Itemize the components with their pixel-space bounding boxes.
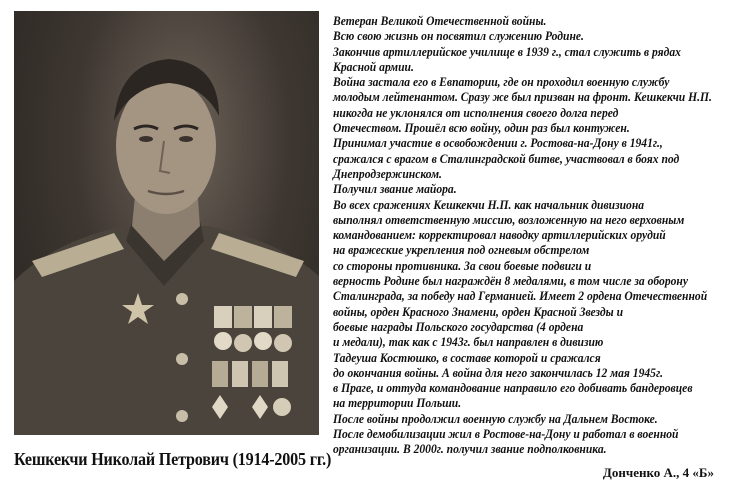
portrait-drawing: [14, 11, 319, 435]
bio-line: до окончания войны. А война для него закончилась 12 мая 1945г.: [333, 365, 663, 380]
bio-line: на вражеские укрепления под огневым обстрелом: [333, 243, 590, 258]
author-credit: Донченко А., 4 «Б»: [602, 465, 714, 480]
bio-line: После войны продолжил военную службу на Дальнем Востоке.: [333, 411, 658, 426]
bio-line: Получил звание майора.: [333, 182, 457, 197]
bio-line: боевые награды Польского государства (4 ордена: [333, 319, 584, 334]
bio-line: Война застала его в Евпатории, где он проходил военную службу: [333, 75, 670, 90]
bio-line: со стороны противника. За свои боевые подвиги и: [333, 258, 592, 273]
bio-line: Красной армии.: [333, 59, 414, 74]
bio-line: Тадеуша Костюшко, в составе которой и сражался: [333, 350, 601, 365]
bio-line: Всю свою жизнь он посвятил служению Родине.: [333, 29, 584, 44]
bio-line: Отечеством. Прошёл всю войну, один раз был контужен.: [333, 121, 630, 136]
bio-line: После демобилизации жил в Ростове-на-Дону и работал в военной: [333, 427, 679, 442]
bio-line: Днепродзержинском.: [333, 166, 442, 181]
bio-line: Закончив артиллерийское училище в 1939 г., стал служить в рядах: [333, 44, 681, 59]
bio-line: молодым лейтенантом. Сразу же был призван на фронт. Кешкекчи Н.П.: [333, 90, 712, 105]
portrait-caption: Кешкекчи Николай Петрович (1914-2005 гг.): [14, 449, 332, 469]
bio-line: Ветеран Великой Отечественной войны.: [333, 14, 547, 28]
bio-line: верность Родине был награждён 8 медалями, в том числе за оборону: [333, 274, 688, 289]
bio-line: сражался с врагом в Сталинградской битве, участвовал в боях под: [333, 151, 680, 166]
bio-line: войны, орден Красного Знамени, орден Красной Звезды и: [333, 304, 624, 319]
bio-line: организации. В 2000г. получил звание подполковника.: [333, 442, 607, 457]
bio-line: и медали), так как с 1943г. был направлен в дивизию: [333, 335, 604, 350]
bio-line: никогда не уклонялся от исполнения своего долга перед: [333, 105, 619, 120]
bio-line: в Праге, и оттуда командование направило его добивать бандеровцев: [333, 381, 693, 396]
bio-line: Сталинграда, за победу над Германией. Имеет 2 ордена Отечественной: [333, 289, 708, 304]
bio-line: командованием: корректировал наводку артиллерийских орудий: [333, 228, 666, 243]
biography-text: [333, 14, 712, 458]
portrait-photo: [14, 11, 319, 435]
bio-line: выполнял ответственную миссию, возложенную на него верховным: [333, 212, 685, 227]
bio-line: на территории Польши.: [333, 396, 462, 411]
bio-line: Во всех сражениях Кешкекчи Н.П. как начальник дивизиона: [333, 197, 645, 212]
bio-line: Принимал участие в освобождении г. Ростова-на-Дону в 1941г.,: [333, 136, 663, 151]
